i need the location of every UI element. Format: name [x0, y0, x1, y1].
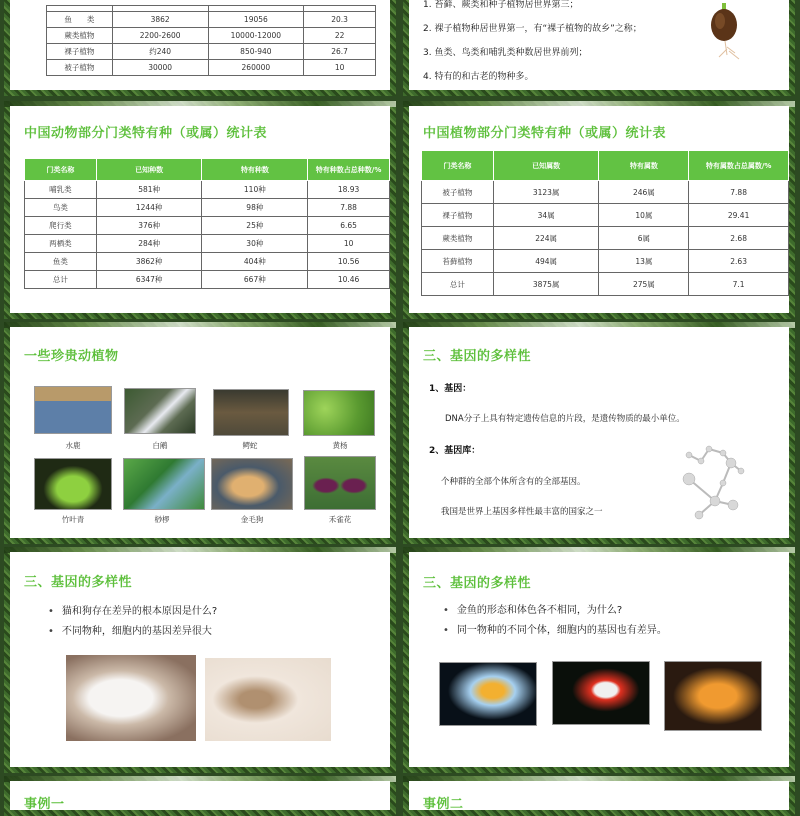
slide-rare-species[interactable]: [4, 322, 396, 544]
table-row: [25, 253, 390, 271]
cell: 10: [304, 60, 376, 76]
photo-sleeping-kitten: [205, 658, 331, 741]
slide-body: [10, 781, 390, 810]
slide-case-two[interactable]: [403, 776, 795, 816]
table-row: [47, 60, 376, 76]
slide-title: 三、基因的多样性: [423, 349, 532, 364]
species-comparison-table: [46, 5, 376, 76]
cell: 376种: [96, 217, 202, 235]
bullet-item: • 金鱼的形态和体色各不相同，为什么?: [443, 601, 667, 621]
cell: 13属: [599, 250, 689, 273]
cell: 30种: [202, 235, 308, 253]
cell: 6347种: [96, 271, 202, 289]
caption: 禾雀花: [328, 515, 352, 524]
cell: 3862种: [96, 253, 202, 271]
slide-title: 事例二: [423, 797, 464, 812]
slide-biodiversity-table[interactable]: [4, 0, 396, 96]
cell: 6属: [599, 227, 689, 250]
table-row: [25, 235, 390, 253]
cell: 裸子植物: [422, 204, 494, 227]
list-item: 2. 裸子植物种居世界第一，有“裸子植物的故乡”之称；: [423, 24, 642, 34]
slide-title: 三、基因的多样性: [423, 576, 532, 591]
list-item: 3. 鱼类、鸟类和哺乳类种数居世界前列；: [423, 48, 588, 58]
cell: 404种: [202, 253, 308, 271]
cell: 鸟类: [25, 199, 97, 217]
table-row: [47, 28, 376, 44]
cell: 20.3: [304, 12, 376, 28]
cell: 总计: [25, 271, 97, 289]
table-row: [422, 273, 789, 296]
table-row: [47, 12, 376, 28]
cell: 10.46: [308, 271, 390, 289]
slide-case-one[interactable]: [4, 776, 396, 816]
photo-silver-pheasant: [124, 388, 196, 434]
cell: 总计: [422, 273, 494, 296]
slide-title: 中国动物部分门类特有种（或属）统计表: [24, 126, 268, 141]
caption: 黄杨: [332, 441, 348, 450]
column-header: 门类名称: [422, 151, 494, 181]
column-header: 特有种数: [202, 159, 308, 181]
bullet-list: [443, 601, 667, 641]
gene-definition-text: DNA分子上具有特定遗传信息的片段，是遗传物质的最小单位。: [445, 414, 685, 424]
cell: 苔藓植物: [422, 250, 494, 273]
cell: 3123属: [493, 181, 599, 204]
molecule-icon: [679, 439, 749, 521]
table-row: [422, 227, 789, 250]
table-row: [47, 44, 376, 60]
slide-body: [10, 327, 390, 538]
cell: 7.88: [689, 181, 789, 204]
cell: 裸子植物: [47, 44, 113, 60]
slide-title: 一些珍贵动植物: [24, 349, 119, 364]
table-header-row: [25, 159, 390, 181]
cell: 18.93: [308, 181, 390, 199]
slide-body: [409, 106, 789, 313]
bullet-item: • 不同物种，细胞内的基因差异很大: [48, 622, 217, 642]
cell: 蕨类植物: [422, 227, 494, 250]
cell: 10.56: [308, 253, 390, 271]
slide-body: [10, 106, 390, 313]
cell: 被子植物: [47, 60, 113, 76]
cell: 10: [308, 235, 390, 253]
column-header: 特有属数: [599, 151, 689, 181]
plant-endemic-table: [421, 150, 789, 296]
cell: 26.7: [304, 44, 376, 60]
cell: 98种: [202, 199, 308, 217]
slide-title: 中国植物部分门类特有种（或属）统计表: [423, 126, 667, 141]
caption: 竹叶青: [61, 515, 85, 524]
slide-china-biodiversity-features[interactable]: [403, 0, 795, 96]
photo-goldfish-blue-orange: [439, 662, 537, 726]
cell: 两栖类: [25, 235, 97, 253]
photo-golden-retriever: [211, 458, 293, 510]
cell: 284种: [96, 235, 202, 253]
bullet-item: • 同一物种的不同个体，细胞内的基因也有差异。: [443, 621, 667, 641]
cell: 10属: [599, 204, 689, 227]
slide-title: 事例一: [24, 797, 65, 812]
caption: 鳄蛇: [242, 441, 258, 450]
table-row: [422, 250, 789, 273]
cell: 被子植物: [422, 181, 494, 204]
photo-tree-fern: [123, 458, 205, 510]
photo-mucuna-flower: [304, 456, 376, 510]
cell: 19056: [208, 12, 304, 28]
slide-gene-definition[interactable]: [403, 322, 795, 544]
cell: 3875属: [493, 273, 599, 296]
cell: 2200-2600: [112, 28, 208, 44]
cell: 110种: [202, 181, 308, 199]
table-header-row: [422, 151, 789, 181]
photo-crocodile-lizard: [213, 389, 289, 436]
table-row: [25, 217, 390, 235]
cell: 25种: [202, 217, 308, 235]
slide-animal-endemic-table[interactable]: [4, 101, 396, 319]
seed-sprout-icon: [705, 3, 745, 63]
column-header: 已知属数: [493, 151, 599, 181]
cell: 鱼 类: [47, 12, 113, 28]
gene-pool-text: 个种群的全部个体所含有的全部基因。: [441, 477, 586, 487]
cell: 3862: [112, 12, 208, 28]
china-gene-diversity-text: 我国是世界上基因多样性最丰富的国家之一: [441, 507, 603, 517]
column-header: 特有种数占总种数/%: [308, 159, 390, 181]
cell: 爬行类: [25, 217, 97, 235]
cell: 494属: [493, 250, 599, 273]
cell: 581种: [96, 181, 202, 199]
slide-body: [409, 552, 789, 767]
cell: 224属: [493, 227, 599, 250]
caption: 水鹿: [65, 441, 81, 450]
cell: 蕨类植物: [47, 28, 113, 44]
cell: 6.65: [308, 217, 390, 235]
cell: 246属: [599, 181, 689, 204]
cell: 34属: [493, 204, 599, 227]
table-row: [25, 181, 390, 199]
slide-plant-endemic-table[interactable]: [403, 101, 795, 319]
cell: 260000: [208, 60, 304, 76]
table-row: [422, 204, 789, 227]
bullet-list: [48, 602, 217, 642]
slide-body: [409, 781, 789, 810]
column-header: 门类名称: [25, 159, 97, 181]
slide-body: [10, 0, 390, 90]
caption: 白鹇: [152, 441, 168, 450]
table-row: [422, 181, 789, 204]
cell: 哺乳类: [25, 181, 97, 199]
caption: 桫椤: [154, 515, 170, 524]
cell: 约240: [112, 44, 208, 60]
cell: 275属: [599, 273, 689, 296]
slide-gene-diversity-cat-dog[interactable]: [4, 547, 396, 773]
cell: 2.63: [689, 250, 789, 273]
column-header: 特有属数占总属数/%: [689, 151, 789, 181]
photo-bamboo-pit-viper: [34, 458, 112, 510]
photo-sambar-deer: [34, 386, 112, 434]
slide-body: [409, 0, 789, 90]
list-item: 4. 特有的和古老的物种多。: [423, 72, 534, 82]
cell: 7.1: [689, 273, 789, 296]
table-row: [25, 271, 390, 289]
photo-goldfish-red-white: [552, 661, 650, 725]
photo-boxwood: [303, 390, 375, 436]
gene-heading: 1、基因：: [429, 384, 472, 394]
caption: 金毛狗: [240, 515, 264, 524]
cell: 29.41: [689, 204, 789, 227]
bullet-item: • 猫和狗存在差异的根本原因是什么?: [48, 602, 217, 622]
feature-list: [423, 0, 642, 89]
cell: 7.88: [308, 199, 390, 217]
slide-body: [10, 552, 390, 767]
cell: 1244种: [96, 199, 202, 217]
cell: 10000-12000: [208, 28, 304, 44]
cell: 30000: [112, 60, 208, 76]
slide-gene-diversity-goldfish[interactable]: [403, 547, 795, 773]
slide-body: [409, 327, 789, 538]
cell: 850-940: [208, 44, 304, 60]
column-header: 已知种数: [96, 159, 202, 181]
gene-pool-heading: 2、基因库：: [429, 446, 481, 456]
photo-parrot-fish: [664, 661, 762, 731]
table-row: [25, 199, 390, 217]
list-item: 1. 苔藓、蕨类和种子植物居世界第三；: [423, 0, 579, 10]
photo-white-puppy: [66, 655, 196, 741]
cell: 鱼类: [25, 253, 97, 271]
cell: 667种: [202, 271, 308, 289]
cell: 2.68: [689, 227, 789, 250]
animal-endemic-table: [24, 158, 390, 289]
slide-title: 三、基因的多样性: [24, 575, 133, 590]
cell: 22: [304, 28, 376, 44]
